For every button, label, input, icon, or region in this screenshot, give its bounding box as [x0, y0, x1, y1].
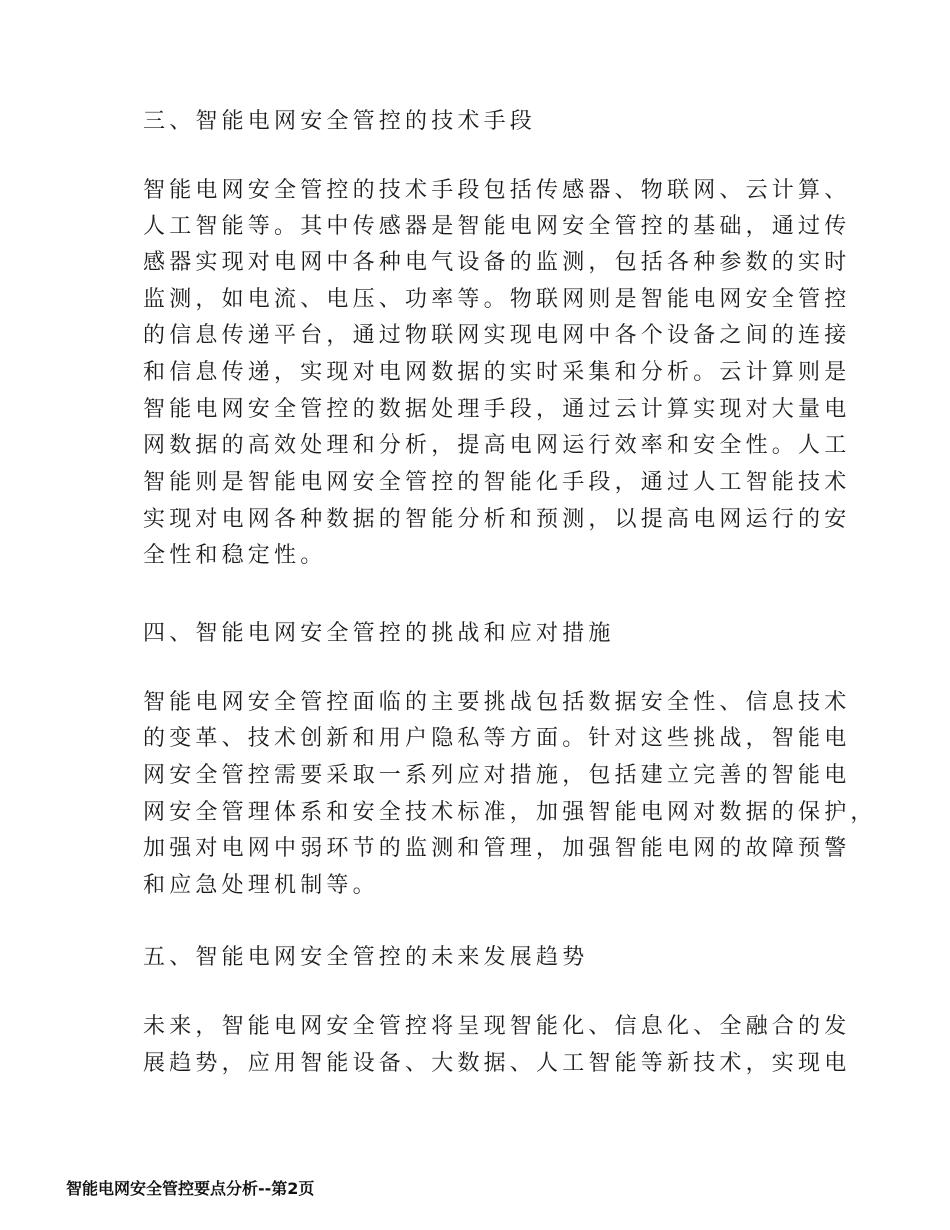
section-4-line-3: 网安全管控需要采取一系列应对措施，包括建立完善的智能电	[143, 763, 851, 788]
section-3-line-3: 感器实现对电网中各种电气设备的监测，包括各种参数的实时	[143, 250, 851, 275]
section-3-line-10: 实现对电网各种数据的智能分析和预测，以提高电网运行的安	[143, 507, 851, 532]
section-5-heading: 五、智能电网安全管控的未来发展趋势	[143, 945, 589, 970]
section-4-line-4: 网安全管理体系和安全技术标准，加强智能电网对数据的保护，	[143, 800, 877, 825]
section-3-heading: 三、智能电网安全管控的技术手段	[143, 109, 537, 134]
section-3-line-9: 智能则是智能电网安全管控的智能化手段，通过人工智能技术	[143, 470, 851, 495]
section-3-line-11: 全性和稳定性。	[143, 543, 327, 568]
section-3-line-4: 监测，如电流、电压、功率等。物联网则是智能电网安全管控	[143, 287, 851, 312]
section-4-line-5: 加强对电网中弱环节的监测和管理，加强智能电网的故障预警	[143, 836, 851, 861]
section-3-line-6: 和信息传递，实现对电网数据的实时采集和分析。云计算则是	[143, 360, 851, 385]
section-3-line-8: 网数据的高效处理和分析，提高电网运行效率和安全性。人工	[143, 433, 851, 458]
section-5-line-2: 展趋势，应用智能设备、大数据、人工智能等新技术，实现电	[143, 1051, 851, 1076]
section-5-line-1: 未来，智能电网安全管控将呈现智能化、信息化、全融合的发	[143, 1014, 851, 1039]
section-4-line-1: 智能电网安全管控面临的主要挑战包括数据安全性、信息技术	[143, 690, 851, 715]
section-4-heading: 四、智能电网安全管控的挑战和应对措施	[143, 621, 615, 646]
section-3-line-2: 人工智能等。其中传感器是智能电网安全管控的基础，通过传	[143, 214, 851, 239]
section-3-line-7: 智能电网安全管控的数据处理手段，通过云计算实现对大量电	[143, 397, 851, 422]
section-3-line-1: 智能电网安全管控的技术手段包括传感器、物联网、云计算、	[143, 178, 851, 203]
section-4-line-6: 和应急处理机制等。	[143, 873, 379, 898]
section-4-line-2: 的变革、技术创新和用户隐私等方面。针对这些挑战，智能电	[143, 726, 851, 751]
section-3-line-5: 的信息传递平台，通过物联网实现电网中各个设备之间的连接	[143, 323, 851, 348]
page-footer: 智能电网安全管控要点分析--第2页	[66, 1179, 315, 1198]
